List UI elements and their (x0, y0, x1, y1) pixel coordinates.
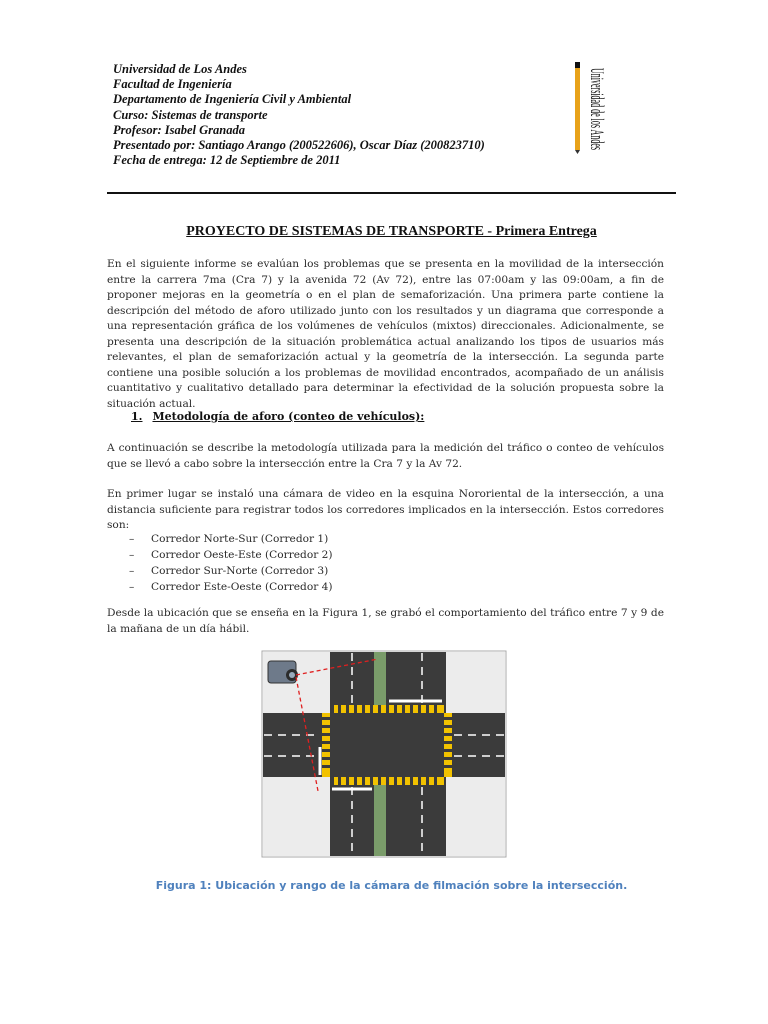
header-date: Fecha de entrega: 12 de Septiembre de 2011 (113, 153, 341, 168)
corridor-list (129, 531, 333, 595)
list-dash: – (129, 533, 135, 545)
figure-caption: Figura 1: Ubicación y rango de la cámara de filmación sobre la intersección. (155, 879, 628, 892)
logo-text: Universidad de los Andes (586, 68, 607, 263)
recording-paragraph: Desde la ubicación que se enseña en la Figura 1, se grabó el comportamiento del tráfico entre 7 y 9 de la mañana de un día hábil. (107, 607, 664, 635)
section-number: 1. (131, 410, 143, 423)
section-heading (131, 410, 424, 423)
page-title: PROYECTO DE SISTEMAS DE TRANSPORTE - Primera Entrega (186, 224, 597, 239)
header-course: Curso: Sistemas de transporte (113, 107, 268, 122)
document-header (113, 62, 543, 168)
list-item: – Corredor Norte-Sur (Corredor 1) (129, 533, 329, 545)
intersection-figure (262, 651, 506, 857)
header-authors: Presentado por: Santiago Arango (200522606), Oscar Díaz (200823710) (113, 138, 485, 153)
university-logo (567, 60, 685, 263)
list-item: – Corredor Oeste-Este (Corredor 2) (129, 549, 333, 561)
header-university: Universidad de Los Andes (113, 62, 247, 76)
header-divider (107, 192, 676, 194)
list-dash: – (129, 581, 135, 593)
header-professor: Profesor: Isabel Granada (113, 122, 245, 137)
methodology-paragraph: A continuación se describe la metodología utilizada para la medición del tráfico o conteo de vehículos que se llevó a cabo sobre la intersección entre la Cra 7 y la Av 72. (107, 442, 664, 470)
header-department: Departamento de Ingeniería Civil y Ambiental (113, 92, 352, 107)
header-faculty: Facultad de Ingeniería (113, 77, 232, 92)
list-dash: – (129, 549, 135, 561)
list-dash: – (129, 565, 135, 577)
camera-paragraph: En primer lugar se instaló una cámara de video en la esquina Nororiental de la intersección, a una distancia suficiente para registrar todos los corredores implicados en la intersección. Estos corredores son: (107, 488, 664, 531)
list-item: – Corredor Sur-Norte (Corredor 3) (129, 565, 329, 577)
list-item: – Corredor Este-Oeste (Corredor 4) (129, 581, 333, 593)
section-title: Metodología de aforo (conteo de vehículos): (152, 410, 425, 423)
camera-icon (268, 661, 298, 683)
intro-paragraph: En el siguiente informe se evalúan los problemas que se presenta en la movilidad de la intersección entre la carrera 7ma (Cra 7) y la avenida 72 (Av 72), entre las 07:00am y las 09:00am, a fin de proponer mejoras en la geometría o en el plan de semaforización. Una primera parte contiene la descripción del método de aforo utilizado junto con los resultados y un diagrama que corresponde a una representación gráfica de los volúmenes de vehículos (mixtos) direccionales. Adicionalmente, se presenta una descripción de la situación problemática actual analizando los tipos de usuarios más relevantes, el plan de semaforización actual y la geometría de la intersección. La segunda parte contiene una posible solución a los problemas de movilidad encontrados, acompañado de un análisis cuantitativo y cualitativo detallado para determinar la efectividad de la solución propuesta sobre la situación actual. (107, 258, 664, 410)
